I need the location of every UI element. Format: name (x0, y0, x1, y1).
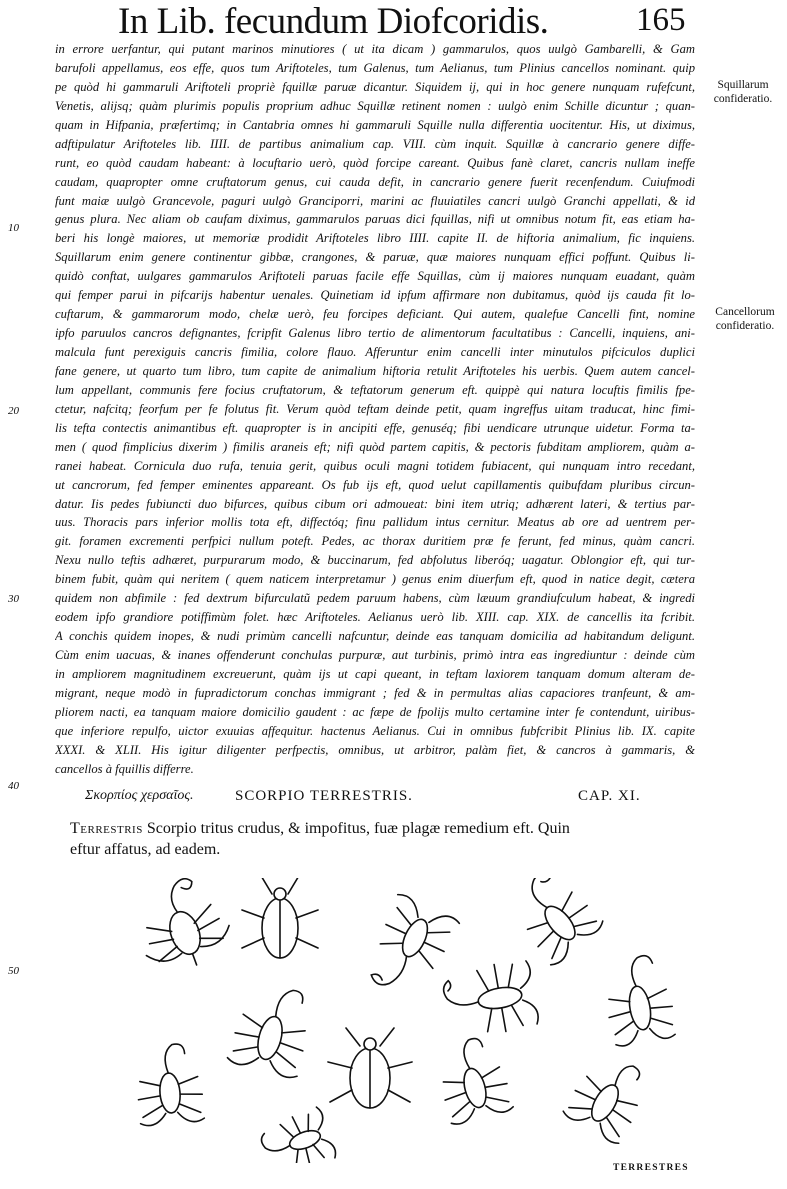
text-line: quidò conftat, uulgares gammarulos Ariftoteli paruas facile effe Squillas, cùm ij maiores nunquam euadant, quàm (55, 269, 695, 284)
text-line: genus plura. Nec aliam ob caufam diximus, gammarulos paruas dici fquillas, nifi ut omnibus notum fit, eas etiam ha- (55, 212, 695, 227)
text-line: caudam, quapropter omne cruftatorum genus, cui cauda defit, in cancrario genere fuerit recenfendum. Cuiufmodi (55, 174, 695, 189)
line-number: 10 (8, 222, 19, 234)
text-line: in errore uerfantur, qui putant marinos minutiores ( ut ita dicam ) gammarulos, quos uulgò Gambarelli, & Gam (55, 42, 695, 56)
line-number: 50 (8, 965, 19, 977)
chapter-heading (85, 788, 685, 808)
chapter-greek-title: Σκορπίος χερσαῖος. (85, 788, 194, 803)
text-line: qui femper parui in pifcarijs habentur uenales. Quinetiam id ipfum affirmare non dubitamus, quòd ijs cauda fit lo- (55, 288, 695, 303)
text-line: cuftarum, & gammarorum modo, chelæ uerò, feu forcipes deficiant. Qui autem, qualefue Cancelli fint, nomine (55, 307, 695, 322)
text-line: A conchis quidem inopes, & nudi primùm cancelli nafcuntur, deinde eas tanquam domicilia ad habitandum deligunt. (55, 629, 695, 644)
text-line: men ( quod fimplicius dixerim ) fimilis araneis eft; nifi quòd partem capitis, & pectoris fubditam ampliorem, quàm a- (55, 439, 695, 454)
text-line: lis tefta contectis animantibus eft. quapropter is in ancipiti effe, genuséq; fibi uendicare utrunque uidetur. Forma ta- (55, 420, 695, 435)
text-line: ranei habeat. Cornicula duo rufa, tenuia gerit, quibus oculi magni totidem fubiacent, qui nunquam intro recedant, (55, 458, 695, 473)
scorpion-figure (562, 1047, 656, 1145)
line-number: 40 (8, 780, 19, 792)
chapter-number: CAP. XI. (578, 788, 641, 804)
scorpion-figure (501, 878, 605, 968)
text-line: que inferiore repulfo, uictor exuuias affequitur. hactenus Aelianus. Cui in omnibus fubfcribit Plinius lib. IX. capite (55, 723, 695, 738)
beetle-figure (328, 1028, 412, 1108)
page-number: 165 (636, 2, 686, 38)
text-line: beri his longè maiores, ut memoriæ prodidit Ariftoteles libro IIII. capite II. de hiftoria animalium, fic inquiens. (55, 231, 695, 246)
text-line: eodem ipfo grandiore potiffimùm folet. hæc Ariftoteles. Aelianus uerò lib. XIII. cap. XIX. de cancellis ita fcribit. (55, 610, 695, 625)
entry-lead-word: Terrestris (70, 820, 143, 837)
running-title: In Lib. fecundum Diofcoridis. (118, 1, 549, 42)
text-line: runt, eo quòd caudam habeant: à locuftario uerò, quòd forcipe careant. Quibus fanè claret, cancris nullam ineffe (55, 155, 695, 170)
text-line: pliorem nacti, ea tanquam maiore domicilio gaudent : ac fæpe de fpolijs multo certamine inter fe contendunt, uiribus- (55, 704, 695, 719)
margin-note-cancellorum: Cancellorum confideratio. (715, 306, 775, 332)
scorpion-figure (126, 878, 238, 980)
margin-note-squillarum: Squillarum confideratio. (713, 79, 773, 105)
text-line: pe quòd hi gammaruli Ariftoteli propriè fquillæ paruæ dicantur. Siquidem ij, qui in hoc genere nunquam rufefcunt, (55, 79, 695, 94)
beetle-figure (242, 878, 318, 958)
text-line: uus. Thoracis pars inferior mollis tota eft, diffectóq; finu pallidum intus cernitur. Meatus ab ore ad uentrem per- (55, 515, 695, 530)
scorpion-figure (227, 978, 319, 1080)
text-line: lum appellant, communis fere focius cruftatorum, & teftatorum generum eft. quippè qui natura locuftis fimilis fpe- (55, 382, 695, 397)
text-line: datur. Iis pedes fubiuncti duo bifurces, quibus cibum ori admoueat: bini item utriq; adhærent lateri, & tertius par- (55, 496, 695, 511)
chapter-latin-title: SCORPIO TERRESTRIS. (235, 788, 413, 804)
page-header (0, 0, 787, 44)
text-line: ut cancrorum, fed femper eminentes appareant. Os fub ijs eft, quod uelut capillamentis quibufdam pluribus circun- (55, 477, 695, 492)
text-line: malcula funt perexiguis cancris fimilia, colore flauo. Afferuntur enim cancelli inter minutulos pifciculos duplici (55, 345, 695, 359)
text-line: barufoli appellamus, eos effe, quos tum Ariftoteles, tum Galenus, tum Aelianus, tum Plinius cancellos nominant. quip (55, 60, 695, 75)
text-line: Cùm enim uacuas, & inanes offenderunt conchulas purpuræ, aut turbinis, primò intra eas ingrediuntur : deinde cùm (55, 648, 695, 662)
text-line: adftipulatur Ariftoteles lib. IIII. de partibus animalium cap. VIII. cùm inquit. Squillæ à cancrario genere diffe- (55, 136, 695, 151)
text-line: binem fubit, quàm qui neritem ( quem naticem interpretamur ) genus enim diuerfum eft, quod in natice degit, cætera (55, 572, 695, 587)
commentary-text (55, 40, 695, 779)
entry-text: Terrestris Scorpio tritus crudus, & impofitus, fuæ plagæ remedium eft. Quin eftur affatus, ad eadem. (70, 820, 570, 858)
line-number: 20 (8, 405, 19, 417)
text-line: cancellos à fquillis differre. (55, 761, 194, 776)
text-line: ctetur, nafcitq; feorfum per fe folutus fit. Verum quòd teftam deinde petit, quam ingreffus uitam traducat, hinc fimi- (55, 401, 695, 416)
scorpion-figure (441, 959, 540, 1041)
text-line: fane genere, ut quarto tum libro, tum capite de animalium hiftoria retulit Ariftoteles his uerbis. Quem autem cancel- (55, 363, 695, 378)
text-line: funt maiæ uulgò Grancevole, paguri uulgò Granciporri, marini ac fluuiatiles cancri uulgò Granchi appellati, & id (55, 193, 695, 208)
text-line: quam in Hifpania, præfertimq; in Cantabria omnes hi gammaruli Squille nulla differentia uocitentur. His, ut diximus, (55, 117, 695, 132)
text-line: git. foramen excrementi perfpici nullum poteft. Pedes, ac thorax duritiem præ fe ferunt, fed minus, quàm cancri. (55, 534, 695, 549)
text-line: quidem non abfimile : fed dextrum bifurculatũ pedem paruum habens, cùm læuum grandiufculum habeat, & ingredi (55, 591, 695, 606)
text-line: XXXI. & XLII. His igitur diligenter perfpectis, omnibus, ut arbitror, palàm fiet, & cancros à gammaris, & (55, 742, 695, 757)
text-line: migrant, neque modò in fupradictorum conchas immigrant ; fed & in permultas alias capaciores tranfeunt, & am- (55, 685, 695, 700)
scorpion-figure (360, 893, 460, 1004)
line-number: 30 (8, 593, 19, 605)
scorpion-figure (432, 1033, 514, 1126)
text-line: Nexu nullo teftis adhæret, purpurarum modo, & buccinarum, fed abfolutus liberóq; uagatur. Oblongior eft, qui tur- (55, 553, 695, 568)
illustration-caption: TERRESTRES (613, 1163, 689, 1173)
text-line: in ampliorem magnitudinem excreuerunt, quàm ijs ut capi queant, in teftam laxiorem tanquam domum alteram de- (55, 666, 695, 681)
text-line: Venetis, alijsq; quàm plurimis populis proprium adhuc Squillæ retinent nomen : uulgò enim Schille dicuntur ; quan- (55, 98, 695, 113)
text-line: ipfo paruulos cancros defignantes, fcripfit Galenus libro tertio de alimentorum facultatibus : Cancelli, inquiens, ani- (55, 326, 695, 341)
scorpion-figure (600, 952, 678, 1047)
text-line: Squillarum enim genere continentur gibbæ, crangones, & paruæ, quæ maiores nunquam effici poffunt. Quibus li- (55, 250, 695, 265)
scorpions-woodcut-illustration (115, 878, 720, 1163)
scorpion-figure (134, 1042, 205, 1126)
scorpion-figure (257, 1106, 338, 1163)
